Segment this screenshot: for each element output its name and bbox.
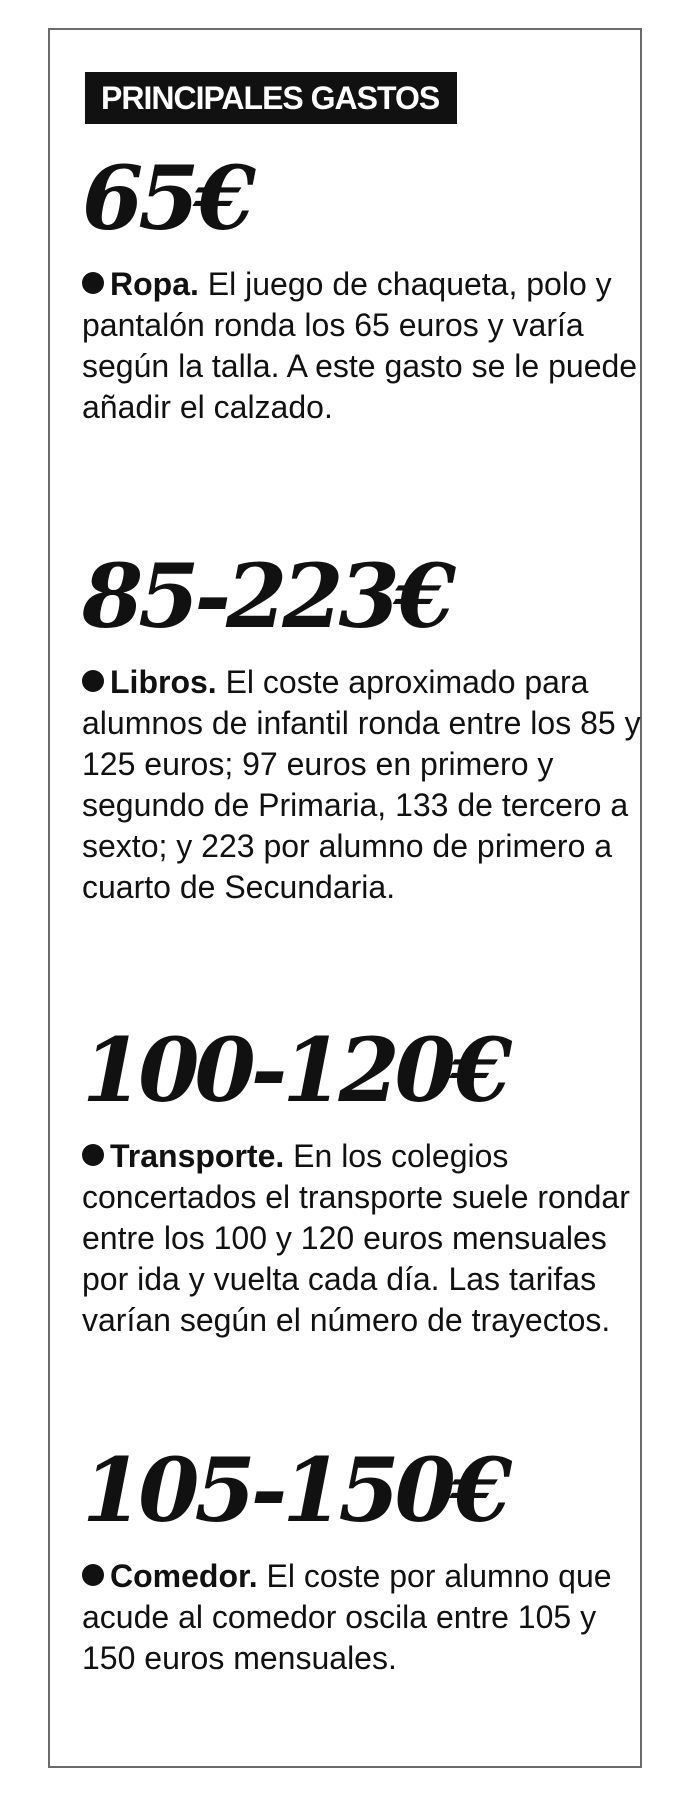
amount-transporte: 100-120€ [82,1018,508,1122]
body-transporte: En los colegios concertados el transporte suele rondar entre los 100 y 120 euros mensuales por ida y vuelta cada día. Las tarifas varían según el número de trayectos. [82,1138,630,1338]
expense-item-ropa [82,146,642,428]
description-comedor [82,1556,642,1679]
expense-item-comedor [82,1438,642,1679]
description-ropa [82,264,642,428]
description-libros [82,662,642,908]
body-comedor: El coste por alumno que acude al comedor oscila entre 105 y 150 euros mensuales. [82,1558,612,1676]
body-libros: El coste aproximado para alumnos de infantil ronda entre los 85 y 125 euros; 97 euros en primero y segundo de Primaria, 133 de tercero a sexto; y 223 por alumno de primero a cuarto de Secundaria. [82,664,641,905]
description-transporte [82,1136,642,1341]
body-ropa: El juego de chaqueta, polo y pantalón ronda los 65 euros y varía según la talla. A este gasto se le puede añadir el calzado. [82,266,638,425]
expense-item-libros [82,544,642,908]
lead-transporte: Transporte. [110,1138,285,1174]
section-header: PRINCIPALES GASTOS [85,72,457,124]
bullet-icon [82,670,104,692]
bullet-icon [82,272,104,294]
lead-libros: Libros. [110,664,217,700]
amount-libros: 85-223€ [82,544,451,648]
amount-comedor: 105-150€ [82,1438,508,1542]
bullet-icon [82,1144,104,1166]
expense-item-transporte [82,1018,642,1341]
lead-comedor: Comedor. [110,1558,258,1594]
bullet-icon [82,1564,104,1586]
amount-ropa: 65€ [82,146,251,250]
lead-ropa: Ropa. [110,266,199,302]
